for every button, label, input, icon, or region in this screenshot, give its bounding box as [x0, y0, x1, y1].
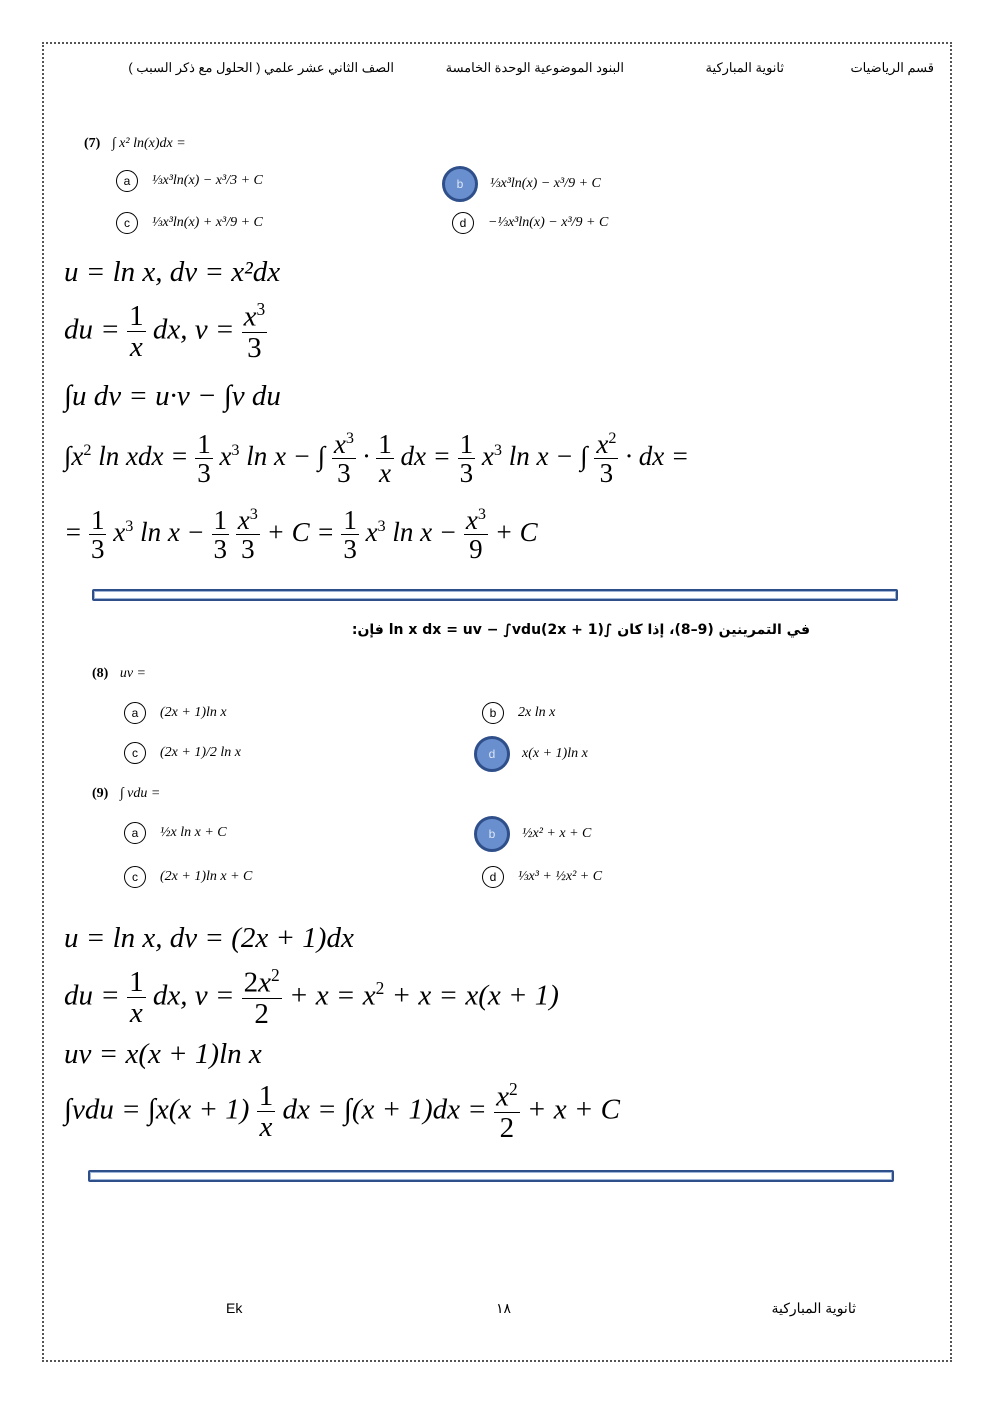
header-dept: قسم الرياضيات	[850, 60, 934, 75]
question-number: (8)	[92, 666, 109, 681]
option-text: (2x + 1)ln x	[160, 705, 227, 720]
option-letter: d	[452, 212, 474, 234]
solution-9-line-4: ∫vdu = ∫x(x + 1) $\frac{1}{x}$ dx = ∫(x + 1)dx = $\frac{x^2}{2}$ + x + C	[64, 1079, 620, 1145]
header-unit: البنود الموضوعية الوحدة الخامسة	[445, 60, 624, 75]
q7-option-b[interactable]	[442, 166, 601, 202]
solution-7-line-3: ∫u dv = u·v − ∫v du	[64, 380, 281, 412]
option-text: x(x + 1)ln x	[522, 746, 588, 761]
solution-7-line-2: du = $\frac{1}{x}$ dx, v = $\frac{x^3}{3}$	[64, 299, 266, 365]
option-letter: a	[116, 170, 138, 192]
question-7	[84, 136, 186, 152]
q8-option-b[interactable]	[482, 702, 555, 724]
option-letter: c	[124, 866, 146, 888]
option-text: (2x + 1)ln x + C	[160, 869, 253, 884]
question-number: (9)	[92, 786, 109, 801]
q9-option-a[interactable]	[124, 822, 227, 844]
question-stem: uv =	[119, 666, 146, 681]
solution-8-line-3: uv = x(x + 1)ln x	[64, 1038, 262, 1070]
exercise-intro: في التمرينين (9–8)، إذا كان ∫(2x + 1)ln x dx = uv − ∫vdu فإن:	[351, 622, 810, 638]
q7-option-a[interactable]	[116, 170, 263, 192]
solution-7-line-5: = $\frac{1}{3}$ $x^3$ ln x − $\frac{1}{3}$ $\frac{x^3}{3}$ + C = $\frac{1}{3}$ $x^3$ ln x − $\frac{x^3}{9}$ + C	[64, 505, 538, 565]
selected-option-letter: b	[442, 166, 478, 202]
header-school: ثانوية المباركية	[705, 60, 784, 75]
solution-7-line-4: $\int x^2$ ln xdx = $\frac{1}{3}$ $x^3$ ln x − ∫ $\frac{x^3}{3}$ · $\frac{1}{x}$ dx = $\frac{1}{3}$ $x^3$ ln x − ∫ $\frac{x^2}{3}$ · dx =	[64, 429, 690, 489]
option-text: ½x² + x + C	[522, 826, 592, 841]
question-9	[92, 786, 160, 802]
page-number: ١٨	[496, 1300, 512, 1316]
solution-8-line-1: u = ln x, dv = (2x + 1)dx	[64, 922, 354, 954]
q8-option-c[interactable]	[124, 742, 241, 764]
question-stem: ∫ vdu =	[119, 786, 161, 801]
option-text: ⅓x³ln(x) + x³/9 + C	[152, 215, 263, 230]
option-text: ⅓x³ln(x) − x³/3 + C	[152, 173, 263, 188]
option-text: −⅓x³ln(x) − x³/9 + C	[488, 215, 609, 230]
option-letter: c	[116, 212, 138, 234]
option-letter: d	[482, 866, 504, 888]
q7-option-c[interactable]	[116, 212, 263, 234]
solution-7-line-1: u = ln x, dv = x²dx	[64, 256, 281, 288]
q9-option-c[interactable]	[124, 866, 252, 888]
selected-option-letter: d	[474, 736, 510, 772]
option-text: ⅓x³ln(x) − x³/9 + C	[490, 176, 601, 191]
section-divider	[92, 589, 898, 601]
q9-option-b[interactable]	[474, 816, 591, 852]
q8-option-a[interactable]	[124, 702, 227, 724]
q7-option-d[interactable]	[452, 212, 608, 234]
option-text: (2x + 1)/2 ln x	[160, 745, 241, 760]
solution-8-line-2: du = $\frac{1}{x}$ dx, v = $\frac{2x^2}{2}$ + $x = x^2 + x = x(x + 1)$	[64, 965, 559, 1031]
question-stem: ∫ x² ln(x)dx =	[111, 136, 186, 151]
header-grade: الصف الثاني عشر علمي ( الحلول مع ذكر السبب )	[128, 60, 394, 75]
option-letter: a	[124, 702, 146, 724]
question-8	[92, 666, 146, 682]
option-letter: b	[482, 702, 504, 724]
section-divider	[88, 1170, 894, 1182]
q9-option-d[interactable]	[482, 866, 602, 888]
question-number: (7)	[84, 136, 101, 151]
option-text: ½x ln x + C	[160, 825, 227, 840]
option-text: 2x ln x	[518, 705, 556, 720]
footer-initials: Ek	[226, 1300, 243, 1316]
option-letter: a	[124, 822, 146, 844]
q8-option-d[interactable]	[474, 736, 588, 772]
option-letter: c	[124, 742, 146, 764]
footer-school: ثانوية المباركية	[771, 1300, 856, 1316]
option-text: ⅓x³ + ½x² + C	[518, 869, 603, 884]
selected-option-letter: b	[474, 816, 510, 852]
